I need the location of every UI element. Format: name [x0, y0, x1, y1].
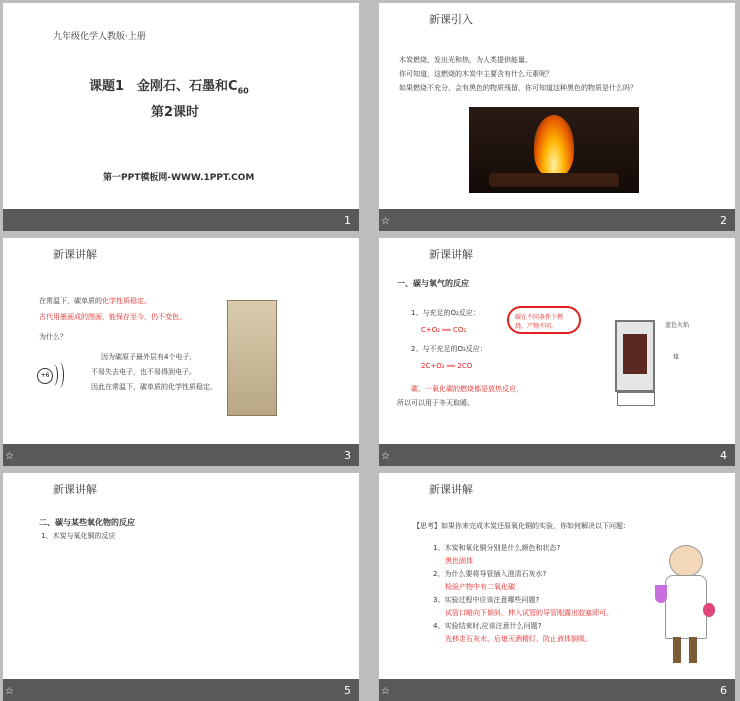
slide-footer: ☆ 4 [379, 444, 735, 466]
slide-number: 4 [720, 449, 727, 462]
slide-6[interactable] [379, 473, 735, 701]
slide-5[interactable] [3, 473, 359, 701]
carbon-atom-diagram: +6 [37, 366, 77, 386]
slide-title: 课题1 金刚石、石墨和$C_{60}$ [89, 79, 249, 96]
slide-1[interactable] [3, 3, 359, 231]
equation: C+O₂ ══ CO₂ [421, 326, 467, 334]
slide-number: 2 [720, 214, 727, 227]
text-line: 不易失去电子，也不易得到电子。 [91, 368, 196, 376]
slide-footer: ☆ 2 [379, 209, 735, 231]
slide-footer: ☆ 3 [3, 444, 359, 466]
slide-number: 6 [720, 684, 727, 697]
text-line: 如果燃烧不充分，会有黑色的物质残留，你可知道这种黑色的物质是什么吗？ [399, 84, 637, 92]
text-line: 木炭燃烧，发出光和热，为人类提供能量。 [399, 56, 532, 64]
slide-footer: ☆ 5 [3, 679, 359, 701]
text-line: 你可知道，这燃烧的木炭中主要含有什么元素呢？ [399, 70, 553, 78]
text-line: 1、与充足的O₂反应： [411, 309, 480, 317]
slide-number: 1 [344, 214, 351, 227]
slide-header: 新课引入 [429, 13, 473, 26]
answer: 先移走石灰水，后熄灭酒精灯，防止液体倒吸。 [445, 635, 592, 643]
fire-image [469, 107, 639, 193]
ink-painting-image [227, 300, 277, 416]
slide-3[interactable] [3, 238, 359, 466]
thought-cloud: 碳在不同条件下燃烧，产物不同。 [507, 306, 581, 334]
question: 2、为什么要将导管插入澄清石灰水? [433, 570, 547, 578]
equation: 2C+O₂ ══ 2CO [421, 362, 473, 370]
slide-header: 新课讲解 [53, 248, 97, 261]
answer: 试管口略向下倾斜，伸入试管的导管刚露出胶塞即可。 [445, 609, 613, 617]
section-heading: 一、碳与氧气的反应 [397, 279, 469, 288]
section-heading: 二、碳与某些氧化物的反应 [39, 518, 135, 527]
stove-diagram [615, 310, 655, 410]
slide-footer: ☆ 6 [379, 679, 735, 701]
answer: 检验产物中有二氧化碳 [445, 583, 515, 591]
answer: 黑色固体 [445, 557, 473, 565]
label: 煤 [673, 354, 680, 361]
text-line: 碳、一氧化碳的燃烧都是放热反应， [411, 385, 523, 393]
site-label: 第一PPT模板网-WWW.1PPT.COM [103, 173, 255, 183]
slide-2[interactable] [379, 3, 735, 231]
slide-4[interactable] [379, 238, 735, 466]
scientist-image [655, 545, 717, 669]
slide-footer [3, 209, 359, 231]
slide-number: 5 [344, 684, 351, 697]
text-line: 因为碳原子最外层有4个电子， [101, 353, 197, 361]
label: 蓝色火焰 [665, 322, 690, 329]
text-line: 【思考】如果你来完成木炭还原氧化铜的实验，你如何解决以下问题： [413, 522, 630, 530]
text-line: 1、木炭与氧化铜的反应 [41, 532, 116, 540]
lesson-label: 第2课时 [151, 105, 200, 120]
slide-header: 新课讲解 [429, 248, 473, 261]
slide-header: 新课讲解 [53, 483, 97, 496]
text-line: 2、与不充足的O₂反应： [411, 345, 487, 353]
text-line: 所以可以用于冬天取暖。 [397, 399, 474, 407]
grade-label: 九年级化学人教版·上册 [53, 32, 146, 42]
question: 3、实验过程中应该注意哪些问题? [433, 596, 540, 604]
text-line: 在常温下，碳单质的化学性质稳定。 [39, 297, 151, 305]
text-line: 古代用墨画成的图画，能保存至今，仍不变色。 [39, 313, 186, 321]
question: 1、木炭和氧化铜分别是什么颜色和状态? [433, 544, 561, 552]
text-line: 为什么？ [39, 333, 67, 341]
text-line: 因此在常温下，碳单质的化学性质稳定。 [91, 383, 217, 391]
question: 4、实验结束时,应该注意什么问题? [433, 622, 542, 630]
slide-header: 新课讲解 [429, 483, 473, 496]
slide-number: 3 [344, 449, 351, 462]
